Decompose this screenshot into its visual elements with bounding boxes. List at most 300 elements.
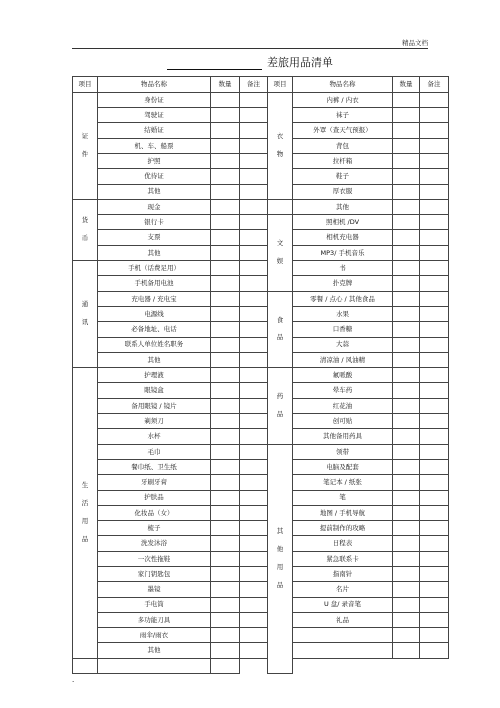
left-qty-cell[interactable] (211, 628, 240, 643)
right-item-name (73, 658, 98, 673)
left-qty-cell[interactable] (211, 337, 240, 352)
left-item-name: 身份证 (98, 92, 211, 107)
right-qty-cell[interactable] (393, 414, 420, 429)
left-category-char: 品 (81, 534, 89, 543)
right-note-cell[interactable] (420, 459, 449, 474)
right-note-cell[interactable] (420, 505, 449, 520)
table-row (73, 184, 449, 199)
left-category-char: 件 (81, 149, 89, 158)
left-category-char: 用 (81, 516, 89, 525)
left-header-category: 项目 (73, 77, 98, 93)
left-note-cell[interactable] (240, 490, 268, 505)
left-item-name: 支票 (98, 230, 211, 245)
right-item-name: 氟哌酸 (293, 368, 393, 383)
right-note-cell[interactable] (211, 658, 240, 673)
right-note-cell[interactable] (420, 322, 449, 337)
left-qty-cell[interactable] (211, 383, 240, 398)
title-block (0, 51, 500, 70)
left-note-cell[interactable] (240, 459, 268, 474)
left-category-label (82, 207, 89, 253)
footer-mark: . (72, 676, 75, 684)
title-underline (167, 57, 262, 70)
left-qty-cell[interactable] (211, 306, 240, 321)
right-category-cell (268, 368, 293, 444)
table-row (73, 628, 449, 643)
right-note-cell[interactable] (420, 368, 449, 383)
left-item-name: 护理液 (98, 368, 211, 383)
right-note-cell[interactable] (420, 123, 449, 138)
left-qty-cell[interactable] (211, 184, 240, 199)
left-item-name: 其他 (98, 245, 211, 260)
right-note-cell[interactable] (420, 184, 449, 199)
left-qty-cell[interactable] (211, 521, 240, 536)
right-item-name: 鞋子 (293, 169, 393, 184)
right-note-cell[interactable] (420, 551, 449, 566)
left-qty-cell[interactable] (211, 612, 240, 627)
table-row (73, 291, 449, 306)
table-row (73, 536, 449, 551)
right-note-cell[interactable] (420, 169, 449, 184)
left-note-cell[interactable] (240, 92, 268, 107)
left-category-label (82, 291, 89, 337)
right-category-cell (268, 444, 293, 673)
right-note-cell[interactable] (420, 628, 449, 643)
right-item-name: 晕车药 (293, 383, 393, 398)
left-qty-cell[interactable] (211, 490, 240, 505)
left-qty-cell[interactable] (211, 368, 240, 383)
right-qty-cell[interactable] (393, 521, 420, 536)
right-item-name: MP3/ 手机音乐 (293, 245, 393, 260)
left-category-char: 货 (81, 216, 89, 225)
left-qty-cell[interactable] (211, 108, 240, 123)
right-header-note: 备注 (420, 77, 449, 93)
right-header-category: 项目 (268, 77, 293, 93)
right-qty-cell[interactable] (393, 429, 420, 444)
left-header-qty: 数量 (211, 77, 240, 93)
right-note-cell[interactable] (420, 383, 449, 398)
left-item-name: 化妆品（女） (98, 505, 211, 520)
right-item-name: 相机充电器 (293, 230, 393, 245)
right-note-cell[interactable] (420, 582, 449, 597)
left-item-name: 牙刷牙膏 (98, 475, 211, 490)
right-note-cell[interactable] (420, 521, 449, 536)
left-note-cell[interactable] (240, 643, 268, 658)
right-category-char: 娱 (276, 256, 284, 265)
right-qty-cell[interactable] (393, 245, 420, 260)
right-item-name: 外罩（查天气预报） (293, 123, 393, 138)
table-row (73, 567, 449, 582)
table-row (73, 138, 449, 153)
left-qty-cell[interactable] (211, 123, 240, 138)
right-item-name: 其他 (293, 199, 393, 214)
left-note-cell[interactable] (240, 505, 268, 520)
left-note-cell[interactable] (240, 414, 268, 429)
right-item-name: 笔记本 / 纸张 (293, 475, 393, 490)
right-note-cell[interactable] (420, 153, 449, 168)
right-item-name: 指南针 (293, 567, 393, 582)
left-note-cell[interactable] (240, 628, 268, 643)
right-qty-cell[interactable] (98, 658, 211, 673)
left-note-cell[interactable] (240, 551, 268, 566)
table-row (73, 505, 449, 520)
left-note-cell[interactable] (240, 429, 268, 444)
right-qty-cell[interactable] (393, 628, 420, 643)
right-item-name: 地图 / 手机导航 (293, 505, 393, 520)
left-note-cell[interactable] (240, 169, 268, 184)
right-qty-cell[interactable] (393, 475, 420, 490)
right-note-cell[interactable] (420, 352, 449, 367)
left-category-char: 生 (81, 481, 89, 490)
right-item-name: 拉杆箱 (293, 153, 393, 168)
left-header-note: 备注 (240, 77, 268, 93)
right-item-name: 红花油 (293, 398, 393, 413)
table-row (73, 169, 449, 184)
left-qty-cell[interactable] (211, 169, 240, 184)
right-item-name: 日程表 (293, 536, 393, 551)
page-title: 差旅用品清单 (267, 56, 334, 69)
right-qty-cell[interactable] (393, 215, 420, 230)
left-qty-cell[interactable] (211, 352, 240, 367)
left-note-cell[interactable] (240, 352, 268, 367)
right-qty-cell[interactable] (393, 597, 420, 612)
right-item-name: 内裤 / 内衣 (293, 92, 393, 107)
right-item-name (293, 628, 393, 643)
left-item-name: 驾驶证 (98, 108, 211, 123)
right-qty-cell[interactable] (393, 108, 420, 123)
right-note-cell[interactable] (420, 261, 449, 276)
left-qty-cell[interactable] (211, 414, 240, 429)
right-qty-cell[interactable] (393, 337, 420, 352)
left-category-char: 币 (81, 233, 89, 242)
left-item-name: 梳子 (98, 521, 211, 536)
right-qty-cell[interactable] (393, 490, 420, 505)
left-item-name: 其他 (98, 352, 211, 367)
left-item-name: 其他 (98, 184, 211, 199)
right-category-cell (268, 199, 293, 214)
left-qty-cell[interactable] (211, 322, 240, 337)
right-qty-cell[interactable] (393, 306, 420, 321)
left-note-cell[interactable] (240, 138, 268, 153)
left-note-cell[interactable] (240, 291, 268, 306)
left-qty-cell[interactable] (211, 92, 240, 107)
left-item-name: 其他 (98, 643, 211, 658)
table-row (73, 612, 449, 627)
right-item-name: 书 (293, 261, 393, 276)
right-qty-cell[interactable] (393, 153, 420, 168)
right-item-name: 袜子 (293, 108, 393, 123)
left-note-cell[interactable] (240, 337, 268, 352)
right-category-char: 药 (276, 392, 284, 401)
left-note-cell[interactable] (240, 184, 268, 199)
left-item-name: 洗发沐浴 (98, 536, 211, 551)
right-qty-cell[interactable] (393, 505, 420, 520)
right-category-char: 他 (276, 545, 284, 554)
left-qty-cell[interactable] (211, 199, 240, 214)
left-category-cell (73, 261, 98, 368)
left-item-name: 护照 (98, 153, 211, 168)
right-category-label (277, 383, 284, 429)
left-item-name: 充电器 / 充电宝 (98, 291, 211, 306)
left-note-cell[interactable] (240, 123, 268, 138)
left-note-cell[interactable] (240, 153, 268, 168)
left-note-cell[interactable] (240, 612, 268, 627)
right-item-name: 创可贴 (293, 414, 393, 429)
left-note-cell[interactable] (240, 215, 268, 230)
table-row (73, 551, 449, 566)
table-row (73, 215, 449, 230)
right-qty-cell[interactable] (393, 184, 420, 199)
left-qty-cell[interactable] (211, 536, 240, 551)
right-note-cell[interactable] (420, 597, 449, 612)
right-qty-cell[interactable] (393, 123, 420, 138)
left-category-label (82, 123, 89, 169)
right-item-name: 电脑及配套 (293, 459, 393, 474)
left-qty-cell[interactable] (211, 551, 240, 566)
table-row (73, 153, 449, 168)
right-category-cell (268, 291, 293, 367)
right-note-cell[interactable] (420, 199, 449, 214)
left-qty-cell[interactable] (211, 245, 240, 260)
left-note-cell[interactable] (240, 322, 268, 337)
left-item-name: 水杯 (98, 429, 211, 444)
table-row (73, 521, 449, 536)
left-qty-cell[interactable] (211, 505, 240, 520)
table-row (73, 490, 449, 505)
left-note-cell[interactable] (240, 398, 268, 413)
right-item-name: 扑克牌 (293, 276, 393, 291)
table-row (73, 199, 449, 214)
right-note-cell[interactable] (420, 306, 449, 321)
right-note-cell[interactable] (420, 490, 449, 505)
table-row (73, 459, 449, 474)
left-category-cell (73, 92, 98, 199)
left-qty-cell[interactable] (211, 291, 240, 306)
right-qty-cell[interactable] (393, 398, 420, 413)
table-row (73, 123, 449, 138)
right-item-name: 厚衣服 (293, 184, 393, 199)
right-qty-cell[interactable] (393, 536, 420, 551)
right-note-cell[interactable] (420, 276, 449, 291)
right-qty-cell[interactable] (393, 459, 420, 474)
table-row (73, 658, 449, 673)
left-note-cell[interactable] (240, 536, 268, 551)
right-qty-cell[interactable] (393, 551, 420, 566)
left-qty-cell[interactable] (211, 398, 240, 413)
right-item-name: 零餐 / 点心 / 其他食品 (293, 291, 393, 306)
right-note-cell[interactable] (420, 475, 449, 490)
right-qty-cell[interactable] (393, 261, 420, 276)
left-note-cell[interactable] (240, 276, 268, 291)
left-category-cell (73, 199, 98, 260)
right-header-qty: 数量 (393, 77, 420, 93)
left-item-name: 联系人单位姓名职务 (98, 337, 211, 352)
left-item-name: 手机（话费足用） (98, 261, 211, 276)
right-item-name: 背包 (293, 138, 393, 153)
right-qty-cell[interactable] (393, 444, 420, 459)
left-note-cell[interactable] (240, 383, 268, 398)
right-note-cell[interactable] (420, 567, 449, 582)
right-qty-cell[interactable] (393, 92, 420, 107)
right-note-cell[interactable] (420, 444, 449, 459)
right-item-name: 大蒜 (293, 337, 393, 352)
table-row (73, 383, 449, 398)
right-category-char: 食 (276, 315, 284, 324)
right-qty-cell[interactable] (393, 199, 420, 214)
table-row (73, 429, 449, 444)
left-note-cell[interactable] (240, 582, 268, 597)
left-item-name: 机、车、船票 (98, 138, 211, 153)
right-qty-cell[interactable] (393, 383, 420, 398)
right-note-cell[interactable] (420, 337, 449, 352)
right-qty-cell[interactable] (393, 291, 420, 306)
right-qty-cell[interactable] (393, 567, 420, 582)
left-qty-cell[interactable] (211, 153, 240, 168)
left-item-name: 家门钥匙包 (98, 567, 211, 582)
left-item-name: 一次性拖鞋 (98, 551, 211, 566)
left-qty-cell[interactable] (211, 261, 240, 276)
right-category-char: 文 (276, 239, 284, 248)
right-qty-cell[interactable] (393, 138, 420, 153)
right-qty-cell[interactable] (393, 612, 420, 627)
right-item-name (293, 643, 393, 658)
right-note-cell[interactable] (420, 245, 449, 260)
left-note-cell[interactable] (240, 368, 268, 383)
left-item-name: 剃须刀 (98, 414, 211, 429)
left-qty-cell[interactable] (211, 444, 240, 459)
left-item-name: 现金 (98, 199, 211, 214)
right-note-cell[interactable] (420, 612, 449, 627)
table-row (73, 337, 449, 352)
table-row (73, 276, 449, 291)
left-note-cell[interactable] (240, 521, 268, 536)
right-qty-cell[interactable] (393, 643, 420, 658)
right-category-char: 用 (276, 562, 284, 571)
right-note-cell[interactable] (420, 138, 449, 153)
right-category-cell (268, 215, 293, 291)
left-note-cell[interactable] (240, 306, 268, 321)
right-note-cell[interactable] (420, 230, 449, 245)
right-item-name: 清凉油 / 风油精 (293, 352, 393, 367)
left-item-name: 结婚证 (98, 123, 211, 138)
right-note-cell[interactable] (420, 108, 449, 123)
left-qty-cell[interactable] (211, 215, 240, 230)
checklist-table (72, 76, 449, 674)
right-category-char: 其 (276, 527, 284, 536)
right-item-name: U 盘/ 录音笔 (293, 597, 393, 612)
left-note-cell[interactable] (240, 597, 268, 612)
right-category-label (277, 123, 284, 169)
right-note-cell[interactable] (420, 215, 449, 230)
table-row (73, 643, 449, 658)
left-item-name: 眼镜盒 (98, 383, 211, 398)
left-qty-cell[interactable] (211, 597, 240, 612)
right-qty-cell[interactable] (393, 322, 420, 337)
left-note-cell[interactable] (240, 261, 268, 276)
left-note-cell[interactable] (240, 475, 268, 490)
table-row (73, 444, 449, 459)
right-item-name: 名片 (293, 582, 393, 597)
left-item-name: 护肤品 (98, 490, 211, 505)
left-category-char: 证 (81, 132, 89, 141)
left-qty-cell[interactable] (211, 459, 240, 474)
left-item-name: 餐巾纸、卫生纸 (98, 459, 211, 474)
left-note-cell[interactable] (240, 230, 268, 245)
right-qty-cell[interactable] (393, 368, 420, 383)
table-row (73, 245, 449, 260)
left-note-cell[interactable] (240, 245, 268, 260)
right-item-name: 笔 (293, 490, 393, 505)
right-note-cell[interactable] (420, 643, 449, 658)
header-row (73, 77, 449, 93)
left-qty-cell[interactable] (211, 138, 240, 153)
right-qty-cell[interactable] (393, 230, 420, 245)
right-note-cell[interactable] (420, 414, 449, 429)
left-item-name: 毛巾 (98, 444, 211, 459)
right-category-label (277, 307, 284, 353)
left-note-cell[interactable] (240, 108, 268, 123)
left-qty-cell[interactable] (211, 429, 240, 444)
right-note-cell[interactable] (420, 536, 449, 551)
left-item-name: 手机备用电池 (98, 276, 211, 291)
right-header-item: 物品名称 (293, 77, 393, 93)
left-qty-cell[interactable] (211, 643, 240, 658)
left-qty-cell[interactable] (211, 582, 240, 597)
table-row (73, 306, 449, 321)
right-item-name: 领带 (293, 444, 393, 459)
right-category-label (277, 230, 284, 276)
right-category-char: 品 (276, 580, 284, 589)
right-note-cell[interactable] (420, 291, 449, 306)
left-note-cell[interactable] (240, 567, 268, 582)
right-item-name: 水果 (293, 306, 393, 321)
right-item-name: 礼品 (293, 612, 393, 627)
table-row (73, 368, 449, 383)
right-note-cell[interactable] (420, 398, 449, 413)
left-qty-cell[interactable] (211, 276, 240, 291)
left-category-char: 通 (81, 300, 89, 309)
right-qty-cell[interactable] (393, 582, 420, 597)
left-qty-cell[interactable] (211, 567, 240, 582)
left-note-cell[interactable] (240, 199, 268, 214)
right-category-char: 品 (276, 333, 284, 342)
left-category-label (82, 472, 89, 553)
table-row (73, 261, 449, 276)
table-row (73, 398, 449, 413)
right-item-name: 口香糖 (293, 322, 393, 337)
right-item-name: 提前制作的攻略 (293, 521, 393, 536)
table-row (73, 322, 449, 337)
table-row (73, 230, 449, 245)
right-item-name: 照相机 /DV (293, 215, 393, 230)
left-item-name: 手电筒 (98, 597, 211, 612)
right-category-cell (268, 92, 293, 199)
left-category-cell (73, 368, 98, 659)
left-qty-cell[interactable] (211, 475, 240, 490)
left-item-name: 墨镜 (98, 582, 211, 597)
left-note-cell[interactable] (240, 444, 268, 459)
right-qty-cell[interactable] (393, 169, 420, 184)
right-qty-cell[interactable] (393, 276, 420, 291)
left-item-name: 多功能刀具 (98, 612, 211, 627)
left-item-name: 电源线 (98, 306, 211, 321)
right-category-label (277, 518, 284, 599)
left-category-char: 活 (81, 499, 89, 508)
right-note-cell[interactable] (420, 92, 449, 107)
right-qty-cell[interactable] (393, 352, 420, 367)
right-category-char: 衣 (276, 132, 284, 141)
right-note-cell[interactable] (420, 429, 449, 444)
left-qty-cell[interactable] (211, 230, 240, 245)
